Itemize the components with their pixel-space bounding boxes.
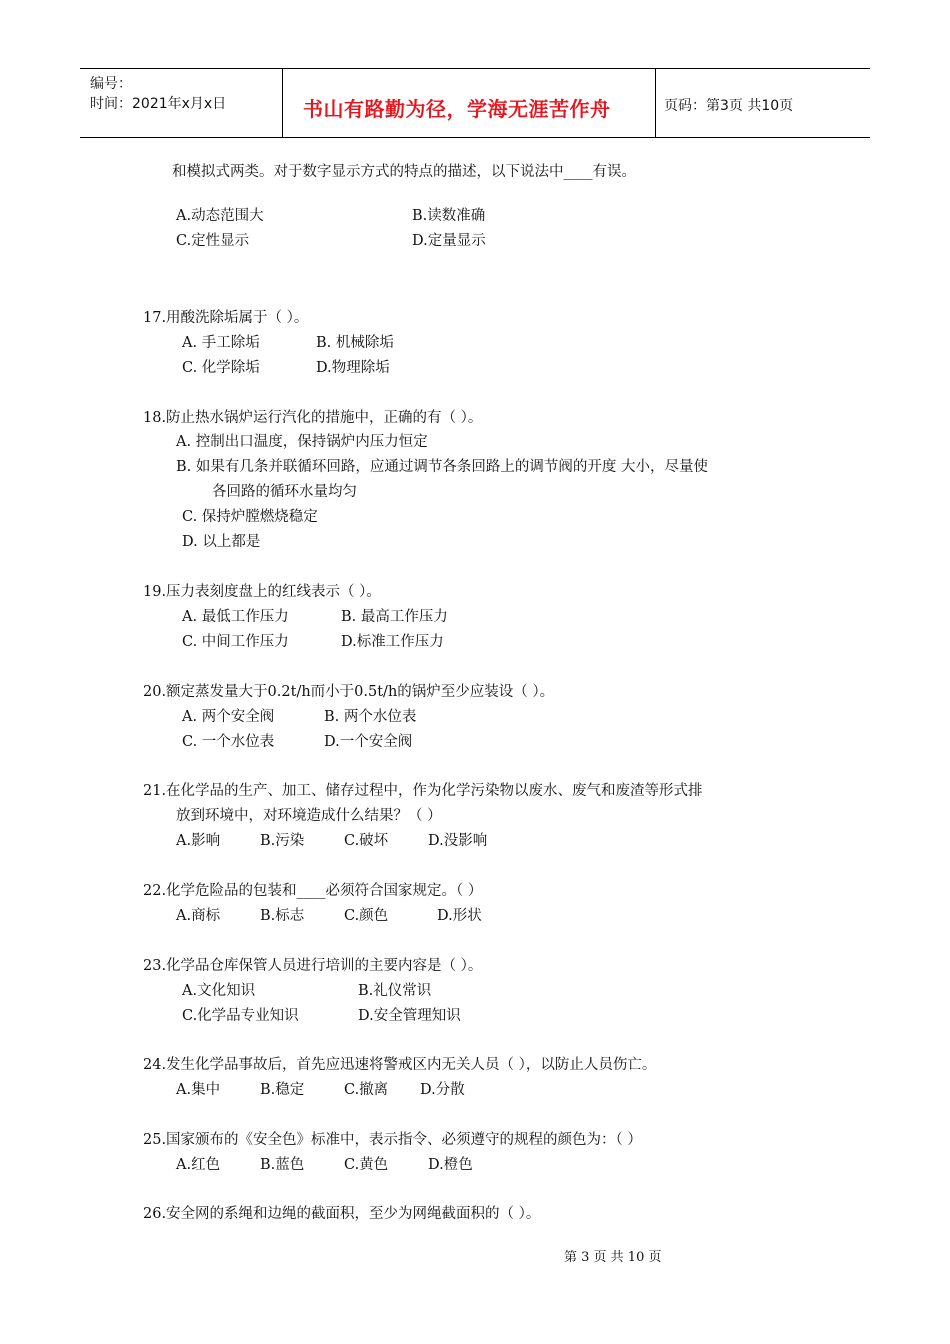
option-c: C.化学品专业知识 [182, 1008, 299, 1024]
option-a: A. 手工除垢 [182, 335, 260, 351]
option-b-continued: 各回路的循环水量均匀 [212, 484, 357, 500]
question-22: 22.化学危险品的包装和____必须符合国家规定。（ ） [143, 883, 483, 899]
option-c: C.破坏 [344, 833, 389, 849]
question-18: 18.防止热水锅炉运行汽化的措施中，正确的有（ ）。 [143, 410, 483, 426]
option-d: D.没影响 [428, 833, 488, 849]
option-b: B. 两个水位表 [324, 709, 417, 725]
option-c: C.撤离 [344, 1082, 389, 1098]
date-label: 时间：2021年x月x日 [90, 96, 227, 112]
question-19: 19.压力表刻度盘上的红线表示（ ）。 [143, 584, 381, 600]
option-b: B.蓝色 [260, 1157, 305, 1173]
option-a: A.文化知识 [182, 983, 256, 999]
header-middle-cell [283, 69, 656, 137]
question-25: 25.国家颁布的《安全色》标准中，表示指令、必须遵守的规程的颜色为：（ ） [143, 1132, 642, 1148]
option-a: A.商标 [176, 908, 221, 924]
option-a: A. 最低工作压力 [182, 609, 289, 625]
number-label: 编号： [90, 76, 132, 92]
option-a: A.集中 [176, 1082, 221, 1098]
option-d: D.物理除垢 [316, 360, 390, 376]
option-d: D.形状 [437, 908, 482, 924]
page-header [80, 68, 870, 138]
option-b: B.污染 [260, 833, 305, 849]
option-d: D.一个安全阀 [324, 734, 413, 750]
question-24: 24.发生化学品事故后，首先应迅速将警戒区内无关人员（ ），以防止人员伤亡。 [143, 1057, 657, 1073]
option-c: C.颜色 [344, 908, 389, 924]
option-c: C.定性显示 [176, 233, 250, 249]
option-c: C. 化学除垢 [182, 360, 260, 376]
footer-page-number: 第 3 页 共 10 页 [564, 1250, 662, 1265]
question-21-continued: 放到环境中，对环境造成什么结果？（ ） [176, 808, 442, 824]
option-d: D.分散 [420, 1082, 465, 1098]
option-c: C.黄色 [344, 1157, 389, 1173]
question-26: 26.安全网的系绳和边绳的截面积，至少为网绳截面积的（ ）。 [143, 1206, 541, 1222]
option-d: D. 以上都是 [182, 534, 261, 550]
option-c: C. 一个水位表 [182, 734, 275, 750]
header-motto: 书山有路勤为径，学海无涯苦作舟 [303, 97, 611, 121]
option-a: A. 两个安全阀 [182, 709, 275, 725]
question-16-continued: 和模拟式两类。对于数字显示方式的特点的描述，以下说法中____有误。 [172, 164, 636, 180]
option-d: D.橙色 [428, 1157, 473, 1173]
question-17: 17.用酸洗除垢属于（ ）。 [143, 310, 309, 326]
option-c: C. 保持炉膛燃烧稳定 [182, 509, 318, 525]
header-right-cell [656, 69, 870, 137]
option-c: C. 中间工作压力 [182, 634, 289, 650]
option-a: A.影响 [176, 833, 221, 849]
option-b: B.标志 [260, 908, 305, 924]
question-23: 23.化学品仓库保管人员进行培训的主要内容是（ ）。 [143, 958, 483, 974]
header-left-cell [80, 69, 283, 137]
option-b: B.稳定 [260, 1082, 305, 1098]
option-b: B.礼仪常识 [358, 983, 432, 999]
option-a: A. 控制出口温度，保持锅炉内压力恒定 [176, 434, 428, 450]
header-page-info: 页码：第3页 共10页 [664, 98, 794, 114]
option-b: B. 机械除垢 [316, 335, 394, 351]
option-d: D.定量显示 [412, 233, 486, 249]
question-21: 21.在化学品的生产、加工、储存过程中，作为化学污染物以废水、废气和废渣等形式排 [143, 783, 703, 799]
option-d: D.安全管理知识 [358, 1008, 461, 1024]
option-b: B.读数准确 [412, 208, 486, 224]
question-20: 20.额定蒸发量大于0.2t/h而小于0.5t/h的锅炉至少应装设（ ）。 [143, 684, 555, 700]
option-d: D.标准工作压力 [341, 634, 444, 650]
option-b: B. 如果有几条并联循环回路，应通过调节各条回路上的调节阀的开度 大小，尽量使 [176, 459, 708, 475]
option-a: A.红色 [176, 1157, 221, 1173]
option-b: B. 最高工作压力 [341, 609, 448, 625]
option-a: A.动态范围大 [176, 208, 264, 224]
